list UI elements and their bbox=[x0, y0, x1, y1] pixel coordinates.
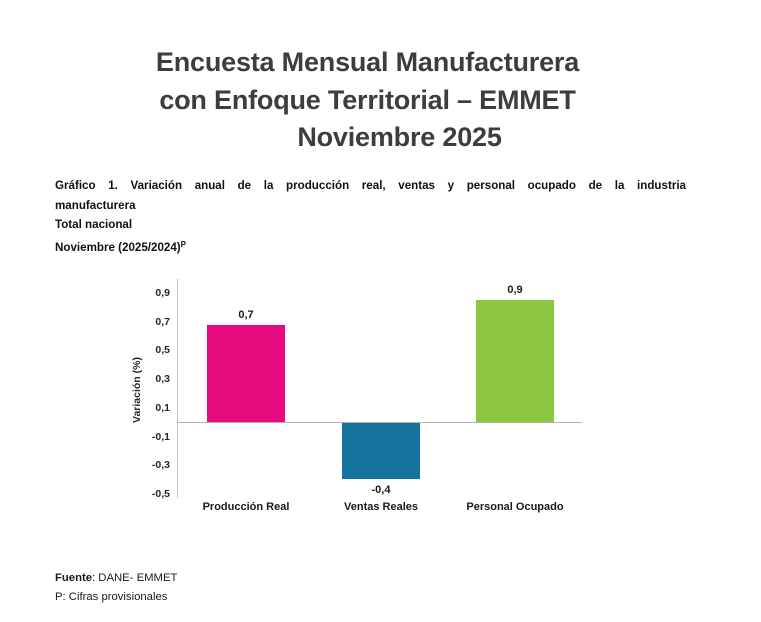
source-line bbox=[55, 569, 555, 588]
source-value: : DANE- EMMET bbox=[92, 572, 178, 584]
y-axis-label: Variación (%) bbox=[131, 357, 143, 423]
chart-caption bbox=[55, 176, 686, 257]
chart-bar bbox=[342, 423, 420, 479]
y-tick-label: -0,5 bbox=[151, 487, 170, 500]
caption-period-text: Noviembre (2025/2024) bbox=[55, 240, 181, 254]
caption-line-2: manufacturera bbox=[55, 198, 136, 212]
y-tick-label: -0,3 bbox=[151, 459, 170, 472]
report-title bbox=[0, 44, 735, 157]
bar-value-label: 0,7 bbox=[238, 308, 254, 321]
chart-bar bbox=[476, 300, 554, 422]
y-tick-label: 0,1 bbox=[155, 401, 170, 414]
y-tick-label: 0,5 bbox=[155, 344, 170, 357]
chart-bar bbox=[207, 325, 285, 423]
category-label: Personal Ocupado bbox=[466, 501, 564, 513]
provisional-superscript: P bbox=[180, 239, 187, 249]
bar-value-label: -0,4 bbox=[371, 484, 391, 497]
provisional-note: P: Cifras provisionales bbox=[55, 590, 168, 603]
report-title-line-1: Encuesta Mensual Manufacturera bbox=[155, 47, 580, 77]
bar-value-label: 0,9 bbox=[507, 284, 523, 297]
report-title-line-2: con Enfoque Territorial – EMMET bbox=[159, 84, 576, 115]
category-label: Ventas Reales bbox=[344, 501, 418, 513]
caption-coverage: Total nacional bbox=[55, 218, 133, 232]
source-label: Fuente bbox=[55, 572, 93, 584]
category-label: Producción Real bbox=[202, 501, 290, 513]
caption-line-1: Gráfico 1. Variación anual de la producción real, ventas y personal ocupado de la industria bbox=[55, 179, 686, 192]
caption-period bbox=[55, 235, 686, 258]
footer bbox=[55, 569, 555, 606]
y-axis-line bbox=[177, 279, 178, 498]
bar-chart bbox=[130, 278, 610, 528]
report-title-line-3: Noviembre 2025 bbox=[297, 122, 502, 152]
y-tick-label: 0,9 bbox=[155, 287, 170, 299]
y-tick-label: -0,1 bbox=[151, 430, 170, 443]
y-tick-label: 0,3 bbox=[155, 373, 170, 386]
y-tick-label: 0,7 bbox=[155, 315, 170, 328]
